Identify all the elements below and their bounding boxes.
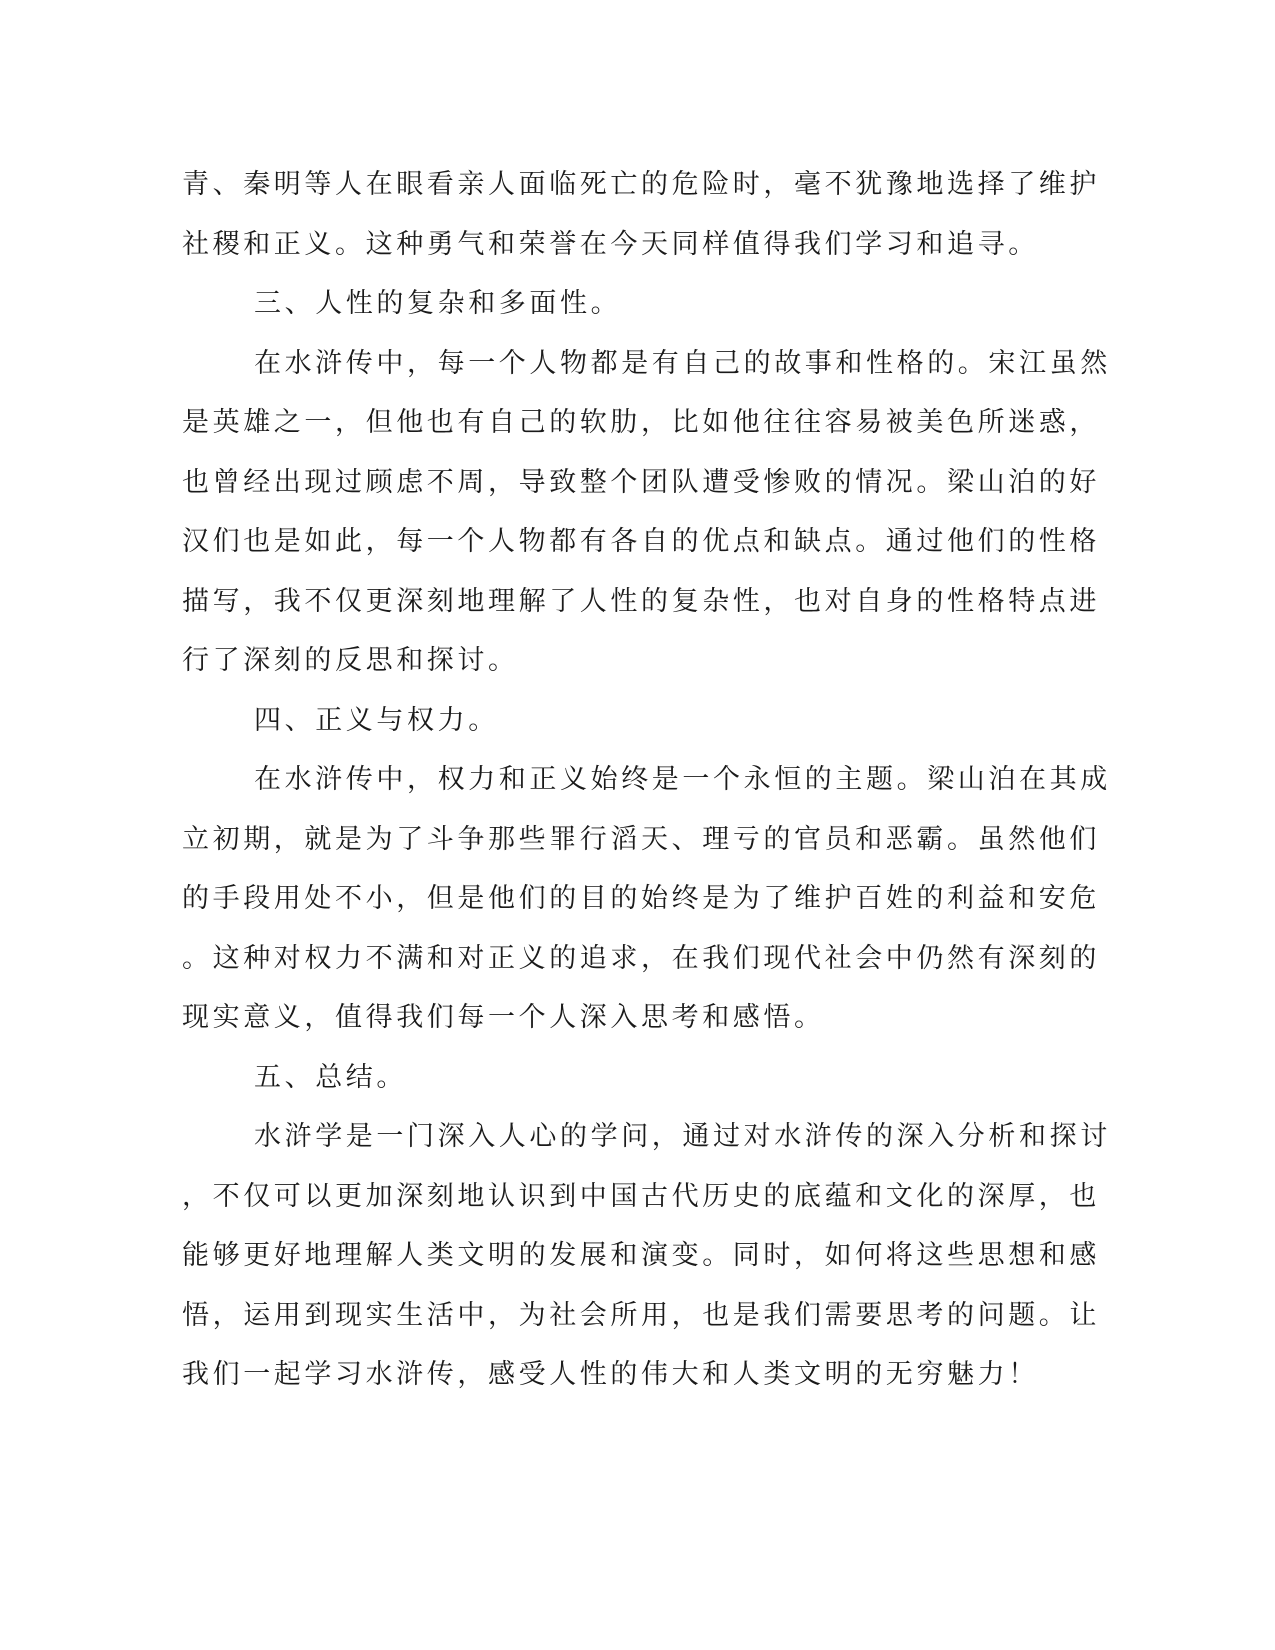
document-body bbox=[182, 155, 1111, 1405]
text-line: 立初期，就是为了斗争那些罪行滔天、理亏的官员和恶霸。虽然他们 bbox=[182, 823, 1100, 855]
text-line: 青、秦明等人在眼看亲人面临死亡的危险时，毫不犹豫地选择了维护 bbox=[182, 169, 1100, 200]
text-line: 社稷和正义。这种勇气和荣誉在今天同样值得我们学习和追寻。 bbox=[182, 228, 1039, 260]
text-line: 能够更好地理解人类文明的发展和演变。同时，如何将这些思想和感 bbox=[182, 1240, 1100, 1271]
section-heading-5: 五、总结。 bbox=[254, 1061, 407, 1093]
text-line: 悟，运用到现实生活中，为社会所用，也是我们需要思考的问题。让 bbox=[182, 1299, 1100, 1331]
text-line: 我们一起学习水浒传，感受人性的伟大和人类文明的无穷魅力！ bbox=[182, 1359, 1039, 1390]
text-line: 现实意义，值得我们每一个人深入思考和感悟。 bbox=[182, 1002, 825, 1033]
text-line: 。这种对权力不满和对正义的追求，在我们现代社会中仍然有深刻的 bbox=[182, 942, 1100, 974]
text-line: 在水浒传中，每一个人物都是有自己的故事和性格的。宋江虽然 bbox=[254, 347, 1111, 379]
text-line: 在水浒传中，权力和正义始终是一个永恒的主题。梁山泊在其成 bbox=[254, 764, 1111, 795]
text-line: 水浒学是一门深入人心的学问，通过对水浒传的深入分析和探讨 bbox=[254, 1121, 1111, 1152]
text-line: 是英雄之一，但他也有自己的软肋，比如他往往容易被美色所迷惑， bbox=[182, 407, 1100, 438]
section-heading-4: 四、正义与权力。 bbox=[254, 704, 499, 736]
section-heading-3: 三、人性的复杂和多面性。 bbox=[254, 288, 622, 319]
text-line: 也曾经出现过顾虑不周，导致整个团队遭受惨败的情况。梁山泊的好 bbox=[182, 466, 1100, 498]
text-line: 行了深刻的反思和探讨。 bbox=[182, 645, 519, 676]
text-line: 汉们也是如此，每一个人物都有各自的优点和缺点。通过他们的性格 bbox=[182, 526, 1100, 557]
text-line: 的手段用处不小，但是他们的目的始终是为了维护百姓的利益和安危 bbox=[182, 883, 1100, 914]
text-line: ，不仅可以更加深刻地认识到中国古代历史的底蕴和文化的深厚，也 bbox=[182, 1180, 1100, 1212]
text-line: 描写，我不仅更深刻地理解了人性的复杂性，也对自身的性格特点进 bbox=[182, 585, 1100, 617]
